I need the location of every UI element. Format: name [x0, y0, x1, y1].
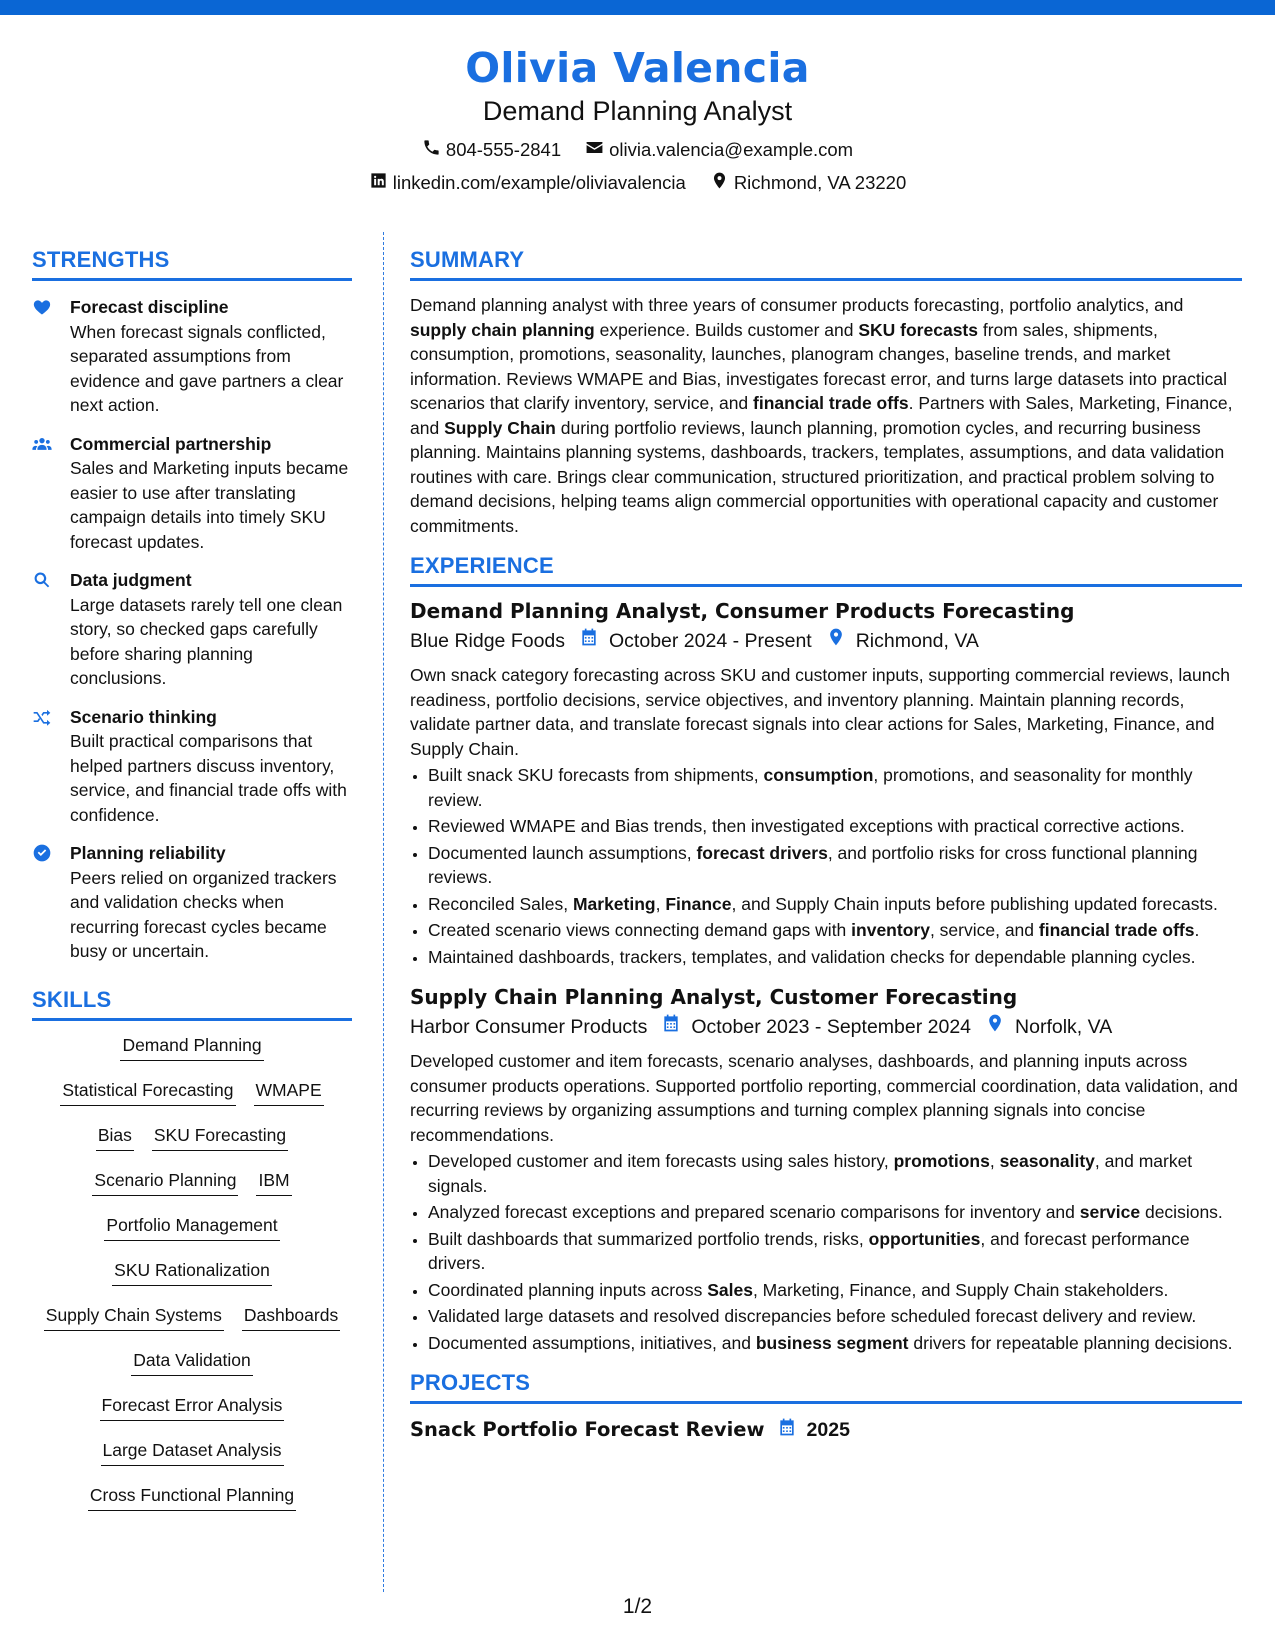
job-bullet: • Built dashboards that summarized portfolio trends, risks, opportunities, and forecast performance drivers. [428, 1227, 1242, 1276]
job-bullet: • Reconciled Sales, Marketing, Finance, and Supply Chain inputs before publishing updated forecasts. [428, 892, 1242, 917]
strength-item [32, 705, 352, 828]
skill-row [32, 1078, 352, 1123]
strength-item [32, 841, 352, 964]
skill-row [32, 1303, 352, 1348]
job-bullet: • Coordinated planning inputs across Sales, Marketing, Finance, and Supply Chain stakeholders. [428, 1278, 1242, 1303]
strength-title: Planning reliability [70, 843, 226, 863]
email-text[interactable]: olivia.valencia@example.com [609, 139, 854, 160]
skills-heading: SKILLS [32, 986, 352, 1021]
skill-row [32, 1393, 352, 1438]
left-column [32, 246, 352, 1528]
heart-icon [32, 297, 54, 317]
strength-item [32, 432, 352, 555]
skill-tag: SKU Rationalization [112, 1258, 272, 1286]
calendar-icon [661, 1013, 681, 1041]
search-icon [32, 570, 54, 590]
job-dates-wrap [579, 627, 812, 655]
strength-text: Built practical comparisons that helped partners discuss inventory, service, and financial trade offs with confidence. [70, 731, 347, 825]
calendar-icon [579, 627, 599, 655]
right-column [410, 246, 1242, 1444]
strengths-heading: STRENGTHS [32, 246, 352, 281]
skill-tag: Large Dataset Analysis [101, 1438, 284, 1466]
job-dates-wrap [661, 1013, 971, 1041]
job-bullet: • Built snack SKU forecasts from shipments, consumption, promotions, and seasonality for monthly review. [428, 763, 1242, 812]
linkedin-item[interactable] [369, 171, 686, 195]
top-accent-bar [0, 0, 1275, 15]
skill-tag: SKU Forecasting [152, 1123, 288, 1151]
project-item [410, 1416, 1242, 1444]
job-bullet: • Validated large datasets and resolved discrepancies before scheduled forecast delivery and review. [428, 1304, 1242, 1329]
strength-title: Scenario thinking [70, 706, 217, 727]
skill-tag: Bias [96, 1123, 134, 1151]
skill-tag: Demand Planning [120, 1033, 263, 1061]
experience-heading: EXPERIENCE [410, 552, 1242, 587]
job-location-wrap [826, 627, 979, 655]
skill-tag: Supply Chain Systems [44, 1303, 224, 1331]
map-pin-icon [826, 627, 846, 655]
skill-row [32, 1213, 352, 1258]
job-bullet: • Developed customer and item forecasts using sales history, promotions, seasonality, and market signals. [428, 1149, 1242, 1198]
summary-heading: SUMMARY [410, 246, 1242, 281]
job-location-wrap [985, 1013, 1112, 1041]
candidate-name: Olivia Valencia [465, 44, 810, 92]
job-dates: October 2024 - Present [609, 630, 812, 652]
phone-icon [422, 138, 441, 162]
project-year-wrap [777, 1417, 850, 1443]
strength-text: Sales and Marketing inputs became easier to use after translating campaign details into timely SKU forecast updates. [70, 458, 349, 552]
skills-list [32, 1033, 352, 1528]
job-meta [410, 1013, 1242, 1041]
check-circle-icon [32, 843, 54, 863]
skill-tag: Forecast Error Analysis [100, 1393, 285, 1421]
skill-row [32, 1168, 352, 1213]
job-bullet: • Created scenario views connecting demand gaps with inventory, service, and financial trade offs. [428, 918, 1242, 943]
job-bullets [410, 1149, 1242, 1355]
email-item[interactable] [585, 138, 853, 162]
projects-heading: PROJECTS [410, 1369, 1242, 1404]
strength-item [32, 568, 352, 691]
job-meta [410, 627, 1242, 655]
skill-tag: Statistical Forecasting [60, 1078, 235, 1106]
location-item [710, 171, 906, 195]
strength-title: Commercial partnership [70, 433, 272, 454]
job-location: Norfolk, VA [1015, 1016, 1113, 1038]
job-bullet: • Documented launch assumptions, forecast drivers, and portfolio risks for cross functional planning reviews. [428, 841, 1242, 890]
resume-header [0, 40, 1275, 195]
job-location: Richmond, VA [855, 630, 979, 652]
job-title: Demand Planning Analyst, Consumer Products Forecasting [410, 599, 1075, 623]
strength-text: Large datasets rarely tell one clean story, so checked gaps carefully before sharing planning conclusions. [70, 594, 343, 688]
strength-title: Forecast discipline [70, 297, 229, 317]
skill-row [32, 1348, 352, 1393]
skill-row [32, 1033, 352, 1078]
envelope-icon [585, 138, 604, 162]
summary-text: Demand planning analyst with three years of consumer products forecasting, portfolio analytics, and supply chain planning experience. Builds customer and SKU forecasts from sales, shipments, consumption, promotions, seasonality, launches, planogram changes, baseline trends, and market information. Reviews WMAPE and Bias, investigates forecast error, and turns large datasets into practical scenarios that clarify inventory, service, and financial trade offs. Partners with Sales, Marketing, Finance, and Supply Chain during portfolio reviews, launch planning, promotion cycles, and recurring business planning. Maintains planning systems, dashboards, trackers, templates, assumptions, and data validation routines with care. Brings clear communication, structured prioritization, and practical problem solving to demand decisions, helping teams align commercial opportunities with operational capacity and customer commitments. [410, 295, 1233, 536]
skill-tag: Scenario Planning [92, 1168, 238, 1196]
skill-tag: IBM [256, 1168, 291, 1196]
job-entry [410, 597, 1242, 969]
column-divider [383, 232, 384, 1592]
skill-tag: Dashboards [242, 1303, 340, 1331]
phone-item [422, 138, 561, 162]
skill-tag: Portfolio Management [104, 1213, 279, 1241]
skill-row [32, 1438, 352, 1483]
skill-tag: WMAPE [254, 1078, 324, 1106]
skill-tag: Cross Functional Planning [88, 1483, 296, 1511]
job-bullet: • Analyzed forecast exceptions and prepared scenario comparisons for inventory and service decisions. [428, 1200, 1242, 1225]
project-title: Snack Portfolio Forecast Review [410, 1418, 765, 1441]
strength-item [32, 295, 352, 418]
job-entry [410, 983, 1242, 1355]
skill-row [32, 1483, 352, 1528]
candidate-title: Demand Planning Analyst [482, 96, 793, 126]
job-bullet: • Maintained dashboards, trackers, templates, and validation checks for dependable planning cycles. [428, 945, 1242, 970]
location-text: Richmond, VA 23220 [733, 172, 907, 193]
strength-text: Peers relied on organized trackers and validation checks when recurring forecast cycles became busy or uncertain. [70, 867, 337, 961]
skill-row [32, 1123, 352, 1168]
users-icon [32, 434, 54, 454]
skill-tag: Data Validation [131, 1348, 252, 1376]
experience-list [410, 597, 1242, 1355]
page-indicator: 1/2 [622, 1595, 653, 1618]
calendar-icon [777, 1417, 797, 1443]
map-pin-icon [710, 171, 729, 195]
shuffle-icon [32, 707, 54, 727]
contact-row-2 [0, 171, 1275, 195]
linkedin-icon [369, 171, 388, 195]
job-bullets [410, 763, 1242, 969]
map-pin-icon [985, 1013, 1005, 1041]
linkedin-text[interactable]: linkedin.com/example/oliviavalencia [392, 172, 686, 193]
strength-text: When forecast signals conflicted, separated assumptions from evidence and gave partners a clear next action. [70, 321, 344, 415]
job-bullet: • Documented assumptions, initiatives, and business segment drivers for repeatable planning decisions. [428, 1331, 1242, 1356]
contact-row-1 [0, 138, 1275, 162]
job-description: Developed customer and item forecasts, scenario analyses, dashboards, and planning inputs across consumer products operations. Supported portfolio reporting, commercial coordination, data validation, and recurring reviews by organizing assumptions and turning complex planning signals into concise recommendations. [410, 1051, 1238, 1145]
phone-text: 804-555-2841 [445, 139, 562, 160]
strength-title: Data judgment [70, 570, 192, 590]
job-company: Blue Ridge Foods [410, 630, 566, 652]
project-year: 2025 [806, 1418, 850, 1441]
job-dates: October 2023 - September 2024 [691, 1016, 972, 1038]
job-company: Harbor Consumer Products [410, 1016, 648, 1038]
skill-row [32, 1258, 352, 1303]
job-title: Supply Chain Planning Analyst, Customer Forecasting [410, 985, 1018, 1009]
job-bullet: • Reviewed WMAPE and Bias trends, then investigated exceptions with practical corrective actions. [428, 814, 1242, 839]
job-description: Own snack category forecasting across SKU and customer inputs, supporting commercial reviews, launch readiness, portfolio decisions, service objectives, and inventory planning. Maintain planning records, validate partner data, and translate forecast signals into clear actions for Sales, Marketing, Finance, and Supply Chain. [410, 665, 1230, 759]
